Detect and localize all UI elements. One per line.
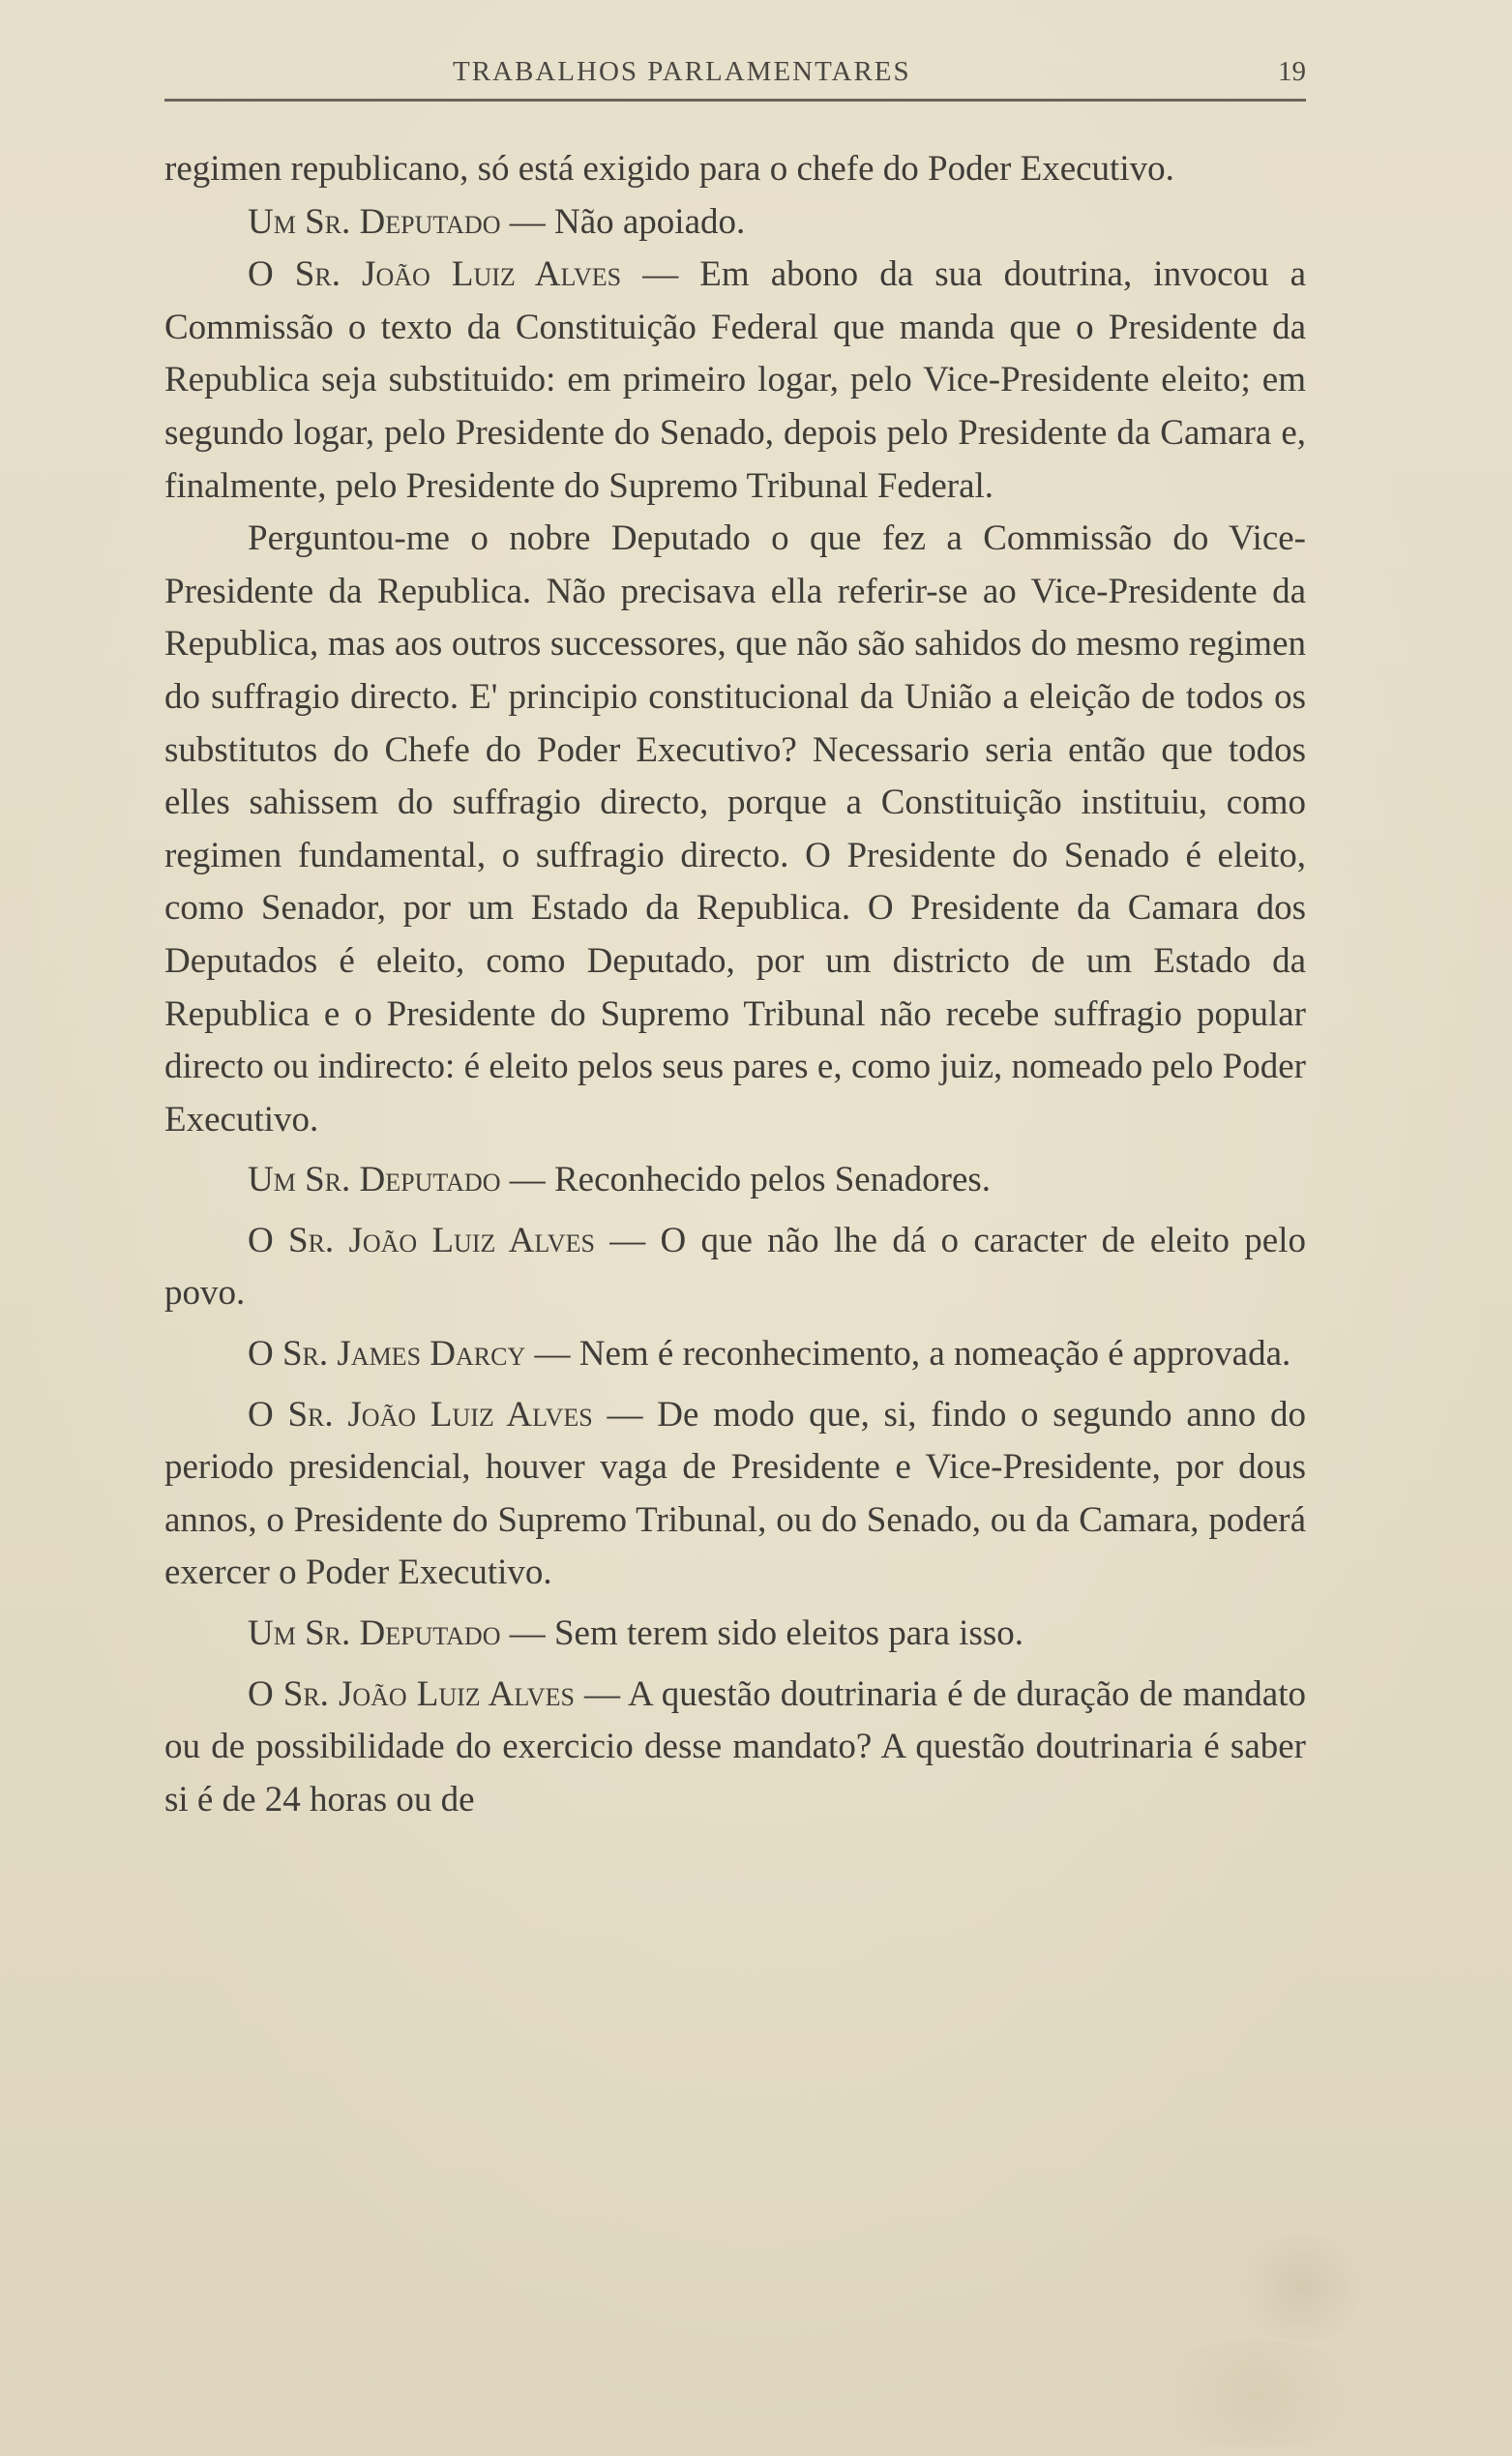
page-number: 19 — [1278, 56, 1306, 87]
speaker-name: O Sr. João Luiz Alves — [248, 1220, 595, 1260]
speaker-name: Um Sr. Deputado — [248, 1160, 501, 1200]
speech-text: — Sem terem sido eleitos para isso. — [500, 1613, 1023, 1654]
speech-text: — O que não lhe dá o caracter de eleito pelo povo. — [164, 1220, 1306, 1314]
speaker-name: O Sr. João Luiz Alves — [248, 1394, 593, 1435]
speaker-name: O Sr. James Darcy — [248, 1334, 526, 1375]
paragraph — [164, 249, 1306, 513]
speaker-name: Um Sr. Deputado — [248, 201, 501, 242]
speech-text: — Nem é reconhecimento, a nomeação é approvada. — [525, 1334, 1291, 1375]
running-title: TRABALHOS PARLAMENTARES — [453, 56, 911, 87]
speaker-name: Um Sr. Deputado — [248, 1613, 501, 1654]
paragraph — [164, 1215, 1306, 1320]
paragraph — [164, 513, 1306, 1146]
paragraph — [164, 1669, 1306, 1827]
speech-text: — De modo que, si, findo o segundo anno do periodo presidencial, houver vaga de Presidente e Vice-Presidente, por dous annos, o Presidente do Supremo Tribunal, ou do Senado, ou da Camara, poderá exercer o Poder Executivo. — [164, 1394, 1307, 1593]
paragraph — [164, 1328, 1306, 1381]
speech-text: Perguntou-me o nobre Deputado o que fez a Commissão do Vice-Presidente da Republica. Não precisava ella referir-se ao Vice-Presidente da Republica, mas aos outros successores, que não são sahidos do mesmo regimen do suffragio directo. E' principio constitucional da União a eleição de todos os substitutos do Chefe do Poder Executivo? Necessario seria então que todos elles sahissem do suffragio directo, porque a Constituição instituiu, como regimen fundamental, o suffragio directo. O Presidente do Senado é eleito, como Senador, por um Estado da Republica. O Presidente da Camara dos Deputados é eleito, como Deputado, por um districto de um Estado da Republica e o Presidente do Supremo Tribunal não recebe suffragio popular directo ou indirecto: é eleito pelos seus pares e, como juiz, nomeado pelo Poder Executivo. — [164, 518, 1306, 1139]
speech-text: — Reconhecido pelos Senadores. — [500, 1160, 992, 1200]
paragraph — [164, 1608, 1306, 1661]
header-rule — [164, 99, 1306, 102]
body-text — [164, 143, 1306, 1826]
speech-text: regimen republicano, só está exigido para o chefe do Poder Executivo. — [164, 149, 1174, 189]
running-head — [164, 56, 1306, 95]
speech-text: — Em abono da sua doutrina, invocou a Commissão o texto da Constituição Federal que manda que o Presidente da Republica seja substituido: em primeiro logar, pelo Vice-Presidente eleito; em segundo logar, pelo Presidente do Senado, depois pelo Presidente da Camara e, finalmente, pelo Presidente do Supremo Tribunal Federal. — [164, 254, 1306, 506]
paper-stain — [1141, 2341, 1374, 2447]
paper-stain — [1229, 2234, 1374, 2341]
speaker-name: O Sr. João Luiz Alves — [248, 254, 622, 295]
paragraph — [164, 196, 1306, 250]
paragraph — [164, 143, 1306, 196]
speech-text: — A questão doutrinaria é de duração de mandato ou de possibilidade do exercicio desse mandato? A questão doutrinaria é saber si é de 24 horas ou de — [164, 1673, 1307, 1820]
paragraph — [164, 1389, 1306, 1600]
speech-text: — Não apoiado. — [500, 201, 746, 242]
speaker-name: O Sr. João Luiz Alves — [248, 1673, 575, 1714]
paragraph — [164, 1154, 1306, 1207]
